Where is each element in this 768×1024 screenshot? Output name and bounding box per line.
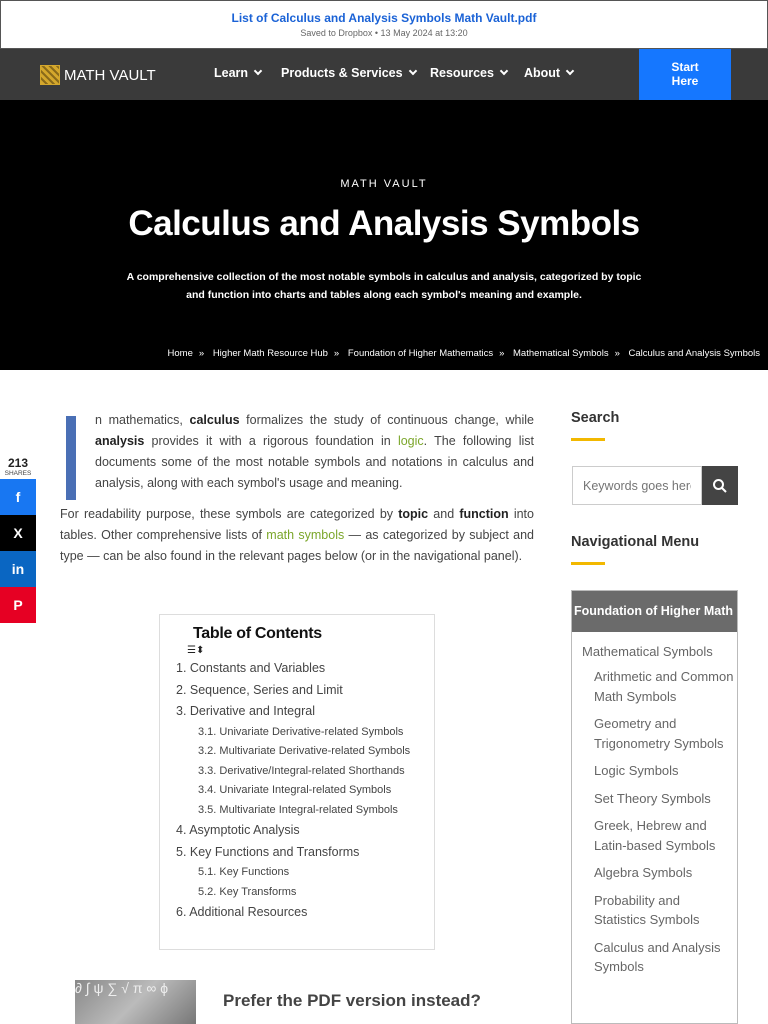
share-label: SHARES (4, 470, 32, 477)
pinterest-icon: P (13, 597, 23, 613)
sidebar (571, 410, 738, 974)
nav-menu-heading-block (571, 534, 699, 565)
drop-cap-i (66, 416, 76, 500)
menu-item[interactable]: Set Theory Symbols (594, 790, 711, 806)
menu-item[interactable]: Probability and Statistics Symbols (594, 892, 700, 927)
toc-item[interactable]: 3.3. Derivative/Integral-related Shorthands (198, 764, 405, 777)
heading-underline (571, 562, 605, 565)
pdf-version-heading: Prefer the PDF version instead? (223, 991, 481, 1010)
breadcrumb-home[interactable]: Home (167, 348, 193, 359)
logo-text: MATH VAULT (64, 66, 156, 84)
saved-status: Saved to Dropbox • 13 May 2024 at 13:20 (300, 28, 468, 38)
breadcrumb-separator: » (198, 348, 205, 359)
start-here-line2: Here (671, 74, 699, 88)
search-heading: Search (571, 410, 620, 426)
article-body (60, 410, 534, 567)
facebook-icon: f (15, 489, 21, 505)
nav-products-services[interactable]: Products & Services (281, 66, 416, 80)
breadcrumb-current: Calculus and Analysis Symbols (628, 348, 760, 359)
toc-item[interactable]: 2. Sequence, Series and Limit (176, 682, 343, 697)
start-here-line1: Start (671, 60, 699, 74)
list-icon[interactable]: ☰⬍ (187, 645, 205, 656)
nav-learn[interactable]: Learn (214, 66, 261, 80)
page-title: Calculus and Analysis Symbols (128, 204, 640, 243)
breadcrumb-separator: » (333, 348, 340, 359)
toc-item[interactable]: 3.4. Univariate Integral-related Symbols (198, 784, 392, 796)
chevron-down-icon (500, 67, 508, 75)
chevron-down-icon (254, 67, 262, 75)
search-icon (712, 478, 728, 494)
logic-link[interactable]: logic (397, 434, 424, 448)
pdf-preview-image[interactable] (75, 980, 196, 1024)
navigational-menu (571, 590, 738, 1024)
linkedin-share-button[interactable] (0, 551, 36, 587)
search-form (572, 466, 738, 505)
toc-item[interactable]: 3.2. Multivariate Derivative-related Symbols (198, 745, 411, 757)
hero-kicker: MATH VAULT (340, 178, 428, 190)
toc-list (176, 658, 434, 924)
start-here-button[interactable] (639, 49, 731, 100)
toc-item[interactable]: 5.2. Key Transforms (198, 885, 297, 898)
breadcrumb-hub[interactable]: Higher Math Resource Hub (212, 348, 328, 359)
linkedin-icon: in (11, 561, 25, 577)
pdf-filename[interactable]: List of Calculus and Analysis Symbols Math Vault.pdf (231, 11, 537, 25)
logo-mark-icon (40, 65, 60, 85)
chevron-down-icon (566, 67, 574, 75)
toc-item[interactable]: 5.1. Key Functions (198, 866, 290, 878)
toc-item[interactable]: 3.5. Multivariate Integral-related Symbols (198, 803, 398, 816)
chevron-down-icon (408, 67, 416, 75)
nav-resources[interactable]: Resources (430, 66, 507, 80)
menu-item[interactable]: Greek, Hebrew and Latin-based Symbols (594, 818, 716, 853)
breadcrumb-separator: » (614, 348, 620, 359)
toc-item[interactable]: 5. Key Functions and Transforms (176, 844, 360, 859)
toc-item[interactable]: 3.1. Univariate Derivative-related Symbols (198, 725, 404, 738)
math-symbols-link[interactable]: math symbols (266, 528, 345, 542)
menu-item[interactable]: Algebra Symbols (594, 865, 693, 880)
toc-item[interactable]: 6. Additional Resources (176, 905, 308, 919)
facebook-share-button[interactable] (0, 479, 36, 515)
search-button[interactable] (702, 466, 738, 505)
nav-menu-heading: Navigational Menu (571, 534, 700, 550)
readability-paragraph: For readability purpose, these symbols are categorized by topic and function into tables. Other comprehensive lists of math symbols — as categorized by subject and type — can be also found in the relevant pages below (or in the navigational panel). (60, 507, 534, 563)
toc-item[interactable]: 4. Asymptotic Analysis (176, 823, 300, 837)
heading-underline (571, 438, 605, 441)
menu-item[interactable]: Calculus and Analysis Symbols (594, 939, 721, 974)
main-navigation (0, 49, 768, 100)
toc-title: Table of Contents (193, 625, 322, 642)
menu-item[interactable]: Logic Symbols (594, 763, 679, 778)
breadcrumb (168, 348, 760, 359)
search-input[interactable] (572, 466, 702, 505)
intro-paragraph: n mathematics, calculus formalizes the study of continuous change, while analysis provides it with a rigorous foundation in logic. The following list documents some of the most notable symbols and notations in calculus and analysis, along with each symbol's usage and meaning. (60, 410, 534, 494)
social-share-bar (0, 456, 36, 623)
menu-symbol-list (572, 667, 737, 977)
pdf-file-bar (0, 0, 768, 49)
math-texture-icon: ∂ ∫ ψ ∑ √ π ∞ ϕ (75, 980, 169, 996)
menu-mathematical-symbols[interactable]: Mathematical Symbols (582, 644, 713, 659)
breadcrumb-foundation[interactable]: Foundation of Higher Mathematics (347, 348, 494, 359)
pinterest-share-button[interactable] (0, 587, 36, 623)
menu-foundation-of-higher-math[interactable]: Foundation of Higher Math (572, 591, 737, 632)
menu-item[interactable]: Arithmetic and Common Math Symbols (594, 669, 734, 704)
toc-item[interactable]: 1. Constants and Variables (176, 661, 326, 675)
hero-banner (0, 100, 768, 370)
x-icon: X (13, 525, 23, 541)
hero-subtitle: A comprehensive collection of the most notable symbols in calculus and analysis, categorized by topic and function into charts and tables along each symbol's meaning and example. (126, 271, 642, 301)
table-of-contents (159, 614, 435, 950)
site-logo[interactable] (40, 63, 156, 87)
menu-item[interactable]: Geometry and Trigonometry Symbols (594, 716, 724, 751)
nav-about[interactable]: About (524, 66, 573, 80)
breadcrumb-symbols[interactable]: Mathematical Symbols (513, 348, 609, 359)
share-count: 213 (7, 456, 29, 470)
toc-item[interactable]: 3. Derivative and Integral (176, 704, 315, 718)
x-share-button[interactable] (0, 515, 36, 551)
breadcrumb-separator: » (499, 348, 505, 359)
